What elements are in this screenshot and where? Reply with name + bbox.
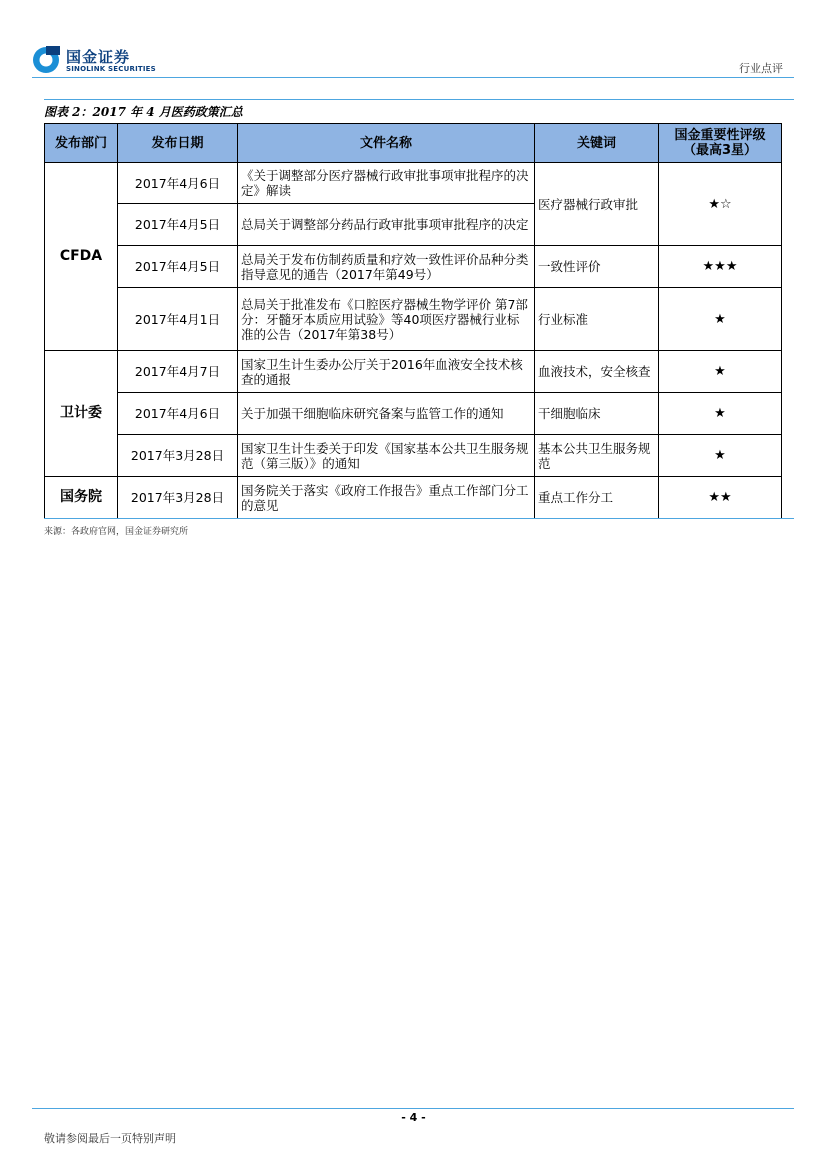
dept-cell: 国务院 — [45, 477, 118, 519]
header-rule — [32, 77, 794, 78]
rating-cell: ★☆ — [659, 163, 782, 246]
footer-rule — [32, 1108, 794, 1109]
date-cell: 2017年3月28日 — [118, 477, 238, 519]
column-header-date: 发布日期 — [118, 124, 238, 163]
table-row — [45, 163, 782, 204]
date-cell: 2017年3月28日 — [118, 435, 238, 477]
date-cell: 2017年4月6日 — [118, 393, 238, 435]
table-row — [45, 393, 782, 435]
logo-chinese-name: 国金证券 — [66, 48, 131, 66]
dept-cell: 卫计委 — [45, 351, 118, 477]
table-bottom-rule — [44, 518, 794, 519]
dept-cell: CFDA — [45, 163, 118, 351]
column-header-dept: 发布部门 — [45, 124, 118, 163]
keyword-cell: 基本公共卫生服务规范 — [535, 435, 659, 477]
title-cell: 关于加强干细胞临床研究备案与监管工作的通知 — [238, 393, 535, 435]
keyword-cell: 医疗器械行政审批 — [535, 163, 659, 246]
disclaimer-note: 敬请参阅最后一页特别声明 — [44, 1132, 176, 1145]
keyword-cell: 一致性评价 — [535, 246, 659, 288]
keyword-cell: 重点工作分工 — [535, 477, 659, 519]
date-cell: 2017年4月7日 — [118, 351, 238, 393]
rating-cell: ★ — [659, 351, 782, 393]
policy-table — [44, 123, 782, 519]
table-row — [45, 246, 782, 288]
rating-cell: ★ — [659, 288, 782, 351]
table-header-row — [45, 124, 782, 163]
title-cell: 国务院关于落实《政府工作报告》重点工作部门分工的意见 — [238, 477, 535, 519]
title-cell: 国家卫生计生委关于印发《国家基本公共卫生服务规范（第三版）》的通知 — [238, 435, 535, 477]
date-cell: 2017年4月5日 — [118, 246, 238, 288]
company-logo — [32, 44, 162, 78]
date-cell: 2017年4月1日 — [118, 288, 238, 351]
column-header-title: 文件名称 — [238, 124, 535, 163]
title-cell: 总局关于调整部分药品行政审批事项审批程序的决定 — [238, 204, 535, 246]
section-label: 行业点评 — [739, 62, 783, 75]
rating-cell: ★ — [659, 393, 782, 435]
title-cell: 国家卫生计生委办公厅关于2016年血液安全技术核查的通报 — [238, 351, 535, 393]
rating-cell: ★ — [659, 435, 782, 477]
column-header-keyword: 关键词 — [535, 124, 659, 163]
page-number: - 4 - — [401, 1111, 426, 1124]
logo-english-name: SINOLINK SECURITIES — [66, 65, 156, 73]
source-note: 来源：各政府官网，国金证券研究所 — [44, 527, 189, 537]
table-row — [45, 288, 782, 351]
table-row — [45, 435, 782, 477]
table-row — [45, 477, 782, 519]
title-cell: 总局关于发布仿制药质量和疗效一致性评价品种分类指导意见的通告（2017年第49号） — [238, 246, 535, 288]
rating-cell: ★★★ — [659, 246, 782, 288]
rating-cell: ★★ — [659, 477, 782, 519]
keyword-cell: 干细胞临床 — [535, 393, 659, 435]
sinolink-logo-icon — [32, 46, 60, 74]
table-row — [45, 351, 782, 393]
caption-top-rule — [44, 99, 794, 100]
date-cell: 2017年4月5日 — [118, 204, 238, 246]
date-cell: 2017年4月6日 — [118, 163, 238, 204]
title-cell: 《关于调整部分医疗器械行政审批事项审批程序的决定》解读 — [238, 163, 535, 204]
figure-caption: 图表 2：2017 年 4 月医药政策汇总 — [44, 105, 243, 119]
keyword-cell: 行业标准 — [535, 288, 659, 351]
column-header-rating: 国金重要性评级（最高3星） — [659, 124, 782, 163]
title-cell: 总局关于批准发布《口腔医疗器械生物学评价 第7部分：牙髓牙本质应用试验》等40项医疗器械行业标准的公告（2017年第38号） — [238, 288, 535, 351]
keyword-cell: 血液技术，安全核查 — [535, 351, 659, 393]
